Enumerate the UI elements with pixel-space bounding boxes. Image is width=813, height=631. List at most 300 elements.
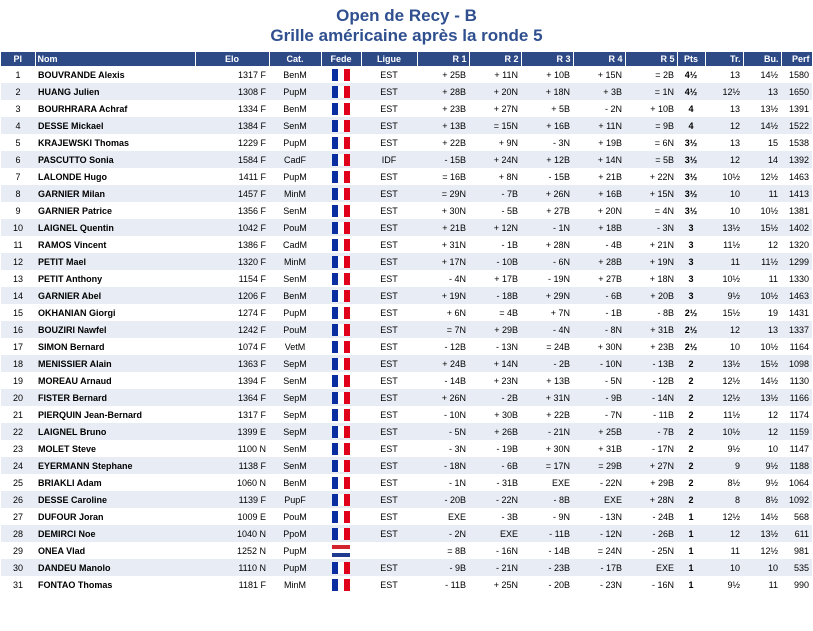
cell-round-4: + 28B <box>573 253 625 270</box>
cell-round-1: - 1N <box>417 474 469 491</box>
cell-pl: 16 <box>1 321 35 338</box>
cell-points: 3½ <box>677 168 705 185</box>
cell-ligue: EST <box>361 423 417 440</box>
cell-elo: 1308 F <box>195 83 269 100</box>
cell-bu: 13 <box>743 321 781 338</box>
cell-elo: 1384 F <box>195 117 269 134</box>
cell-ligue: EST <box>361 83 417 100</box>
col-header-elo[interactable]: Elo <box>195 52 269 66</box>
cell-pl: 29 <box>1 542 35 559</box>
cell-bu: 13½ <box>743 525 781 542</box>
table-row[interactable] <box>1 372 812 389</box>
cell-round-3: - 6N <box>521 253 573 270</box>
cell-round-3: + 22B <box>521 406 573 423</box>
cell-tr: 10 <box>705 338 743 355</box>
cell-round-1: + 30N <box>417 202 469 219</box>
table-row[interactable] <box>1 100 812 117</box>
cell-round-1: - 20B <box>417 491 469 508</box>
cell-round-5: + 28N <box>625 491 677 508</box>
cell-round-4: - 10N <box>573 355 625 372</box>
cell-category: BenM <box>269 474 321 491</box>
cell-round-2: - 1B <box>469 236 521 253</box>
cell-round-5: - 11B <box>625 406 677 423</box>
france-flag-icon <box>332 120 350 132</box>
col-header-pts[interactable]: Pts <box>677 52 705 66</box>
cell-round-5: + 21N <box>625 236 677 253</box>
cell-player-name: FONTAO Thomas <box>35 576 195 593</box>
cell-player-name: GARNIER Milan <box>35 185 195 202</box>
cell-round-2: + 24N <box>469 151 521 168</box>
cell-round-4: + 11N <box>573 117 625 134</box>
cell-elo: 1060 N <box>195 474 269 491</box>
col-header-perf[interactable]: Perf <box>781 52 812 66</box>
table-row[interactable] <box>1 389 812 406</box>
cell-player-name: OKHANIAN Giorgi <box>35 304 195 321</box>
cell-pl: 8 <box>1 185 35 202</box>
cell-round-4: - 22N <box>573 474 625 491</box>
cell-pl: 28 <box>1 525 35 542</box>
table-row[interactable] <box>1 423 812 440</box>
cell-round-3: + 7N <box>521 304 573 321</box>
cell-elo: 1411 F <box>195 168 269 185</box>
france-flag-icon <box>332 392 350 404</box>
cell-player-name: DEMIRCI Noe <box>35 525 195 542</box>
cell-tr: 12 <box>705 151 743 168</box>
cell-category: SenM <box>269 440 321 457</box>
cell-round-2: + 20N <box>469 83 521 100</box>
cell-category: PupF <box>269 491 321 508</box>
cell-round-2: + 27N <box>469 100 521 117</box>
cell-points: 3½ <box>677 202 705 219</box>
cell-ligue: EST <box>361 304 417 321</box>
cell-category: BenM <box>269 66 321 83</box>
cell-category: PupM <box>269 542 321 559</box>
cell-perf: 1064 <box>781 474 812 491</box>
cell-round-3: - 21N <box>521 423 573 440</box>
cell-round-1: + 21B <box>417 219 469 236</box>
cell-round-2: - 6B <box>469 457 521 474</box>
france-flag-icon <box>332 273 350 285</box>
cell-round-1: = 7N <box>417 321 469 338</box>
cell-tr: 10½ <box>705 168 743 185</box>
cell-round-3: + 30N <box>521 440 573 457</box>
col-header-r1[interactable]: R 1 <box>417 52 469 66</box>
col-header-tr[interactable]: Tr. <box>705 52 743 66</box>
cell-round-3: - 11B <box>521 525 573 542</box>
france-flag-icon <box>332 460 350 472</box>
cell-bu: 11 <box>743 185 781 202</box>
cell-player-name: PETIT Anthony <box>35 270 195 287</box>
cell-player-name: RAMOS Vincent <box>35 236 195 253</box>
cell-tr: 9½ <box>705 287 743 304</box>
cell-pl: 10 <box>1 219 35 236</box>
cell-round-2: - 16N <box>469 542 521 559</box>
cell-elo: 1363 F <box>195 355 269 372</box>
cell-player-name: GARNIER Patrice <box>35 202 195 219</box>
cell-round-3: + 26N <box>521 185 573 202</box>
cell-fede <box>321 185 361 202</box>
cell-round-5: - 26B <box>625 525 677 542</box>
page-title: Open de Recy - B <box>336 6 477 25</box>
cell-round-4: + 20N <box>573 202 625 219</box>
table-row[interactable] <box>1 304 812 321</box>
col-header-cat[interactable]: Cat. <box>269 52 321 66</box>
cell-pl: 25 <box>1 474 35 491</box>
cell-category: SepM <box>269 406 321 423</box>
cell-tr: 9½ <box>705 576 743 593</box>
table-row[interactable] <box>1 474 812 491</box>
cell-round-5: EXE <box>625 559 677 576</box>
cell-points: 1 <box>677 576 705 593</box>
france-flag-icon <box>332 188 350 200</box>
table-row[interactable] <box>1 321 812 338</box>
cell-player-name: LAIGNEL Bruno <box>35 423 195 440</box>
table-row[interactable] <box>1 338 812 355</box>
cell-ligue: EST <box>361 440 417 457</box>
cell-elo: 1074 F <box>195 338 269 355</box>
cell-round-1: EXE <box>417 508 469 525</box>
cell-elo: 1386 F <box>195 236 269 253</box>
cell-points: 2 <box>677 474 705 491</box>
cell-points: 3½ <box>677 185 705 202</box>
cell-bu: 19 <box>743 304 781 321</box>
cell-ligue: IDF <box>361 151 417 168</box>
col-header-nom[interactable]: Nom <box>35 52 195 66</box>
table-row[interactable] <box>1 185 812 202</box>
table-row[interactable] <box>1 66 812 83</box>
cell-category: PouM <box>269 219 321 236</box>
cell-points: 3½ <box>677 134 705 151</box>
cell-round-3: - 9N <box>521 508 573 525</box>
table-row[interactable] <box>1 355 812 372</box>
cell-player-name: MENISSIER Alain <box>35 355 195 372</box>
col-header-r5[interactable]: R 5 <box>625 52 677 66</box>
cell-category: PupM <box>269 168 321 185</box>
cell-round-1: - 5N <box>417 423 469 440</box>
table-row[interactable] <box>1 525 812 542</box>
cell-round-3: + 29N <box>521 287 573 304</box>
cell-round-3: - 23B <box>521 559 573 576</box>
table-row[interactable] <box>1 168 812 185</box>
cell-player-name: SIMON Bernard <box>35 338 195 355</box>
cell-bu: 15½ <box>743 355 781 372</box>
cell-pl: 1 <box>1 66 35 83</box>
cell-round-2: - 7B <box>469 185 521 202</box>
cell-round-4: - 13N <box>573 508 625 525</box>
cell-bu: 12 <box>743 406 781 423</box>
cell-round-1: - 9B <box>417 559 469 576</box>
cell-round-5: - 14N <box>625 389 677 406</box>
table-row[interactable] <box>1 287 812 304</box>
table-row[interactable] <box>1 151 812 168</box>
table-row[interactable] <box>1 236 812 253</box>
col-header-r4[interactable]: R 4 <box>573 52 625 66</box>
cell-elo: 1584 F <box>195 151 269 168</box>
cell-bu: 13 <box>743 83 781 100</box>
cell-round-1: - 3N <box>417 440 469 457</box>
cell-bu: 14 <box>743 151 781 168</box>
cell-category: SepM <box>269 389 321 406</box>
france-flag-icon <box>332 443 350 455</box>
table-row[interactable] <box>1 491 812 508</box>
cell-round-2: - 2B <box>469 389 521 406</box>
table-row[interactable] <box>1 253 812 270</box>
cell-elo: 1229 F <box>195 134 269 151</box>
cell-round-5: - 16N <box>625 576 677 593</box>
cell-tr: 10½ <box>705 423 743 440</box>
cell-ligue: EST <box>361 389 417 406</box>
cell-points: 2 <box>677 389 705 406</box>
cell-round-2: - 19B <box>469 440 521 457</box>
cell-ligue: EST <box>361 236 417 253</box>
cell-fede <box>321 406 361 423</box>
cell-pl: 24 <box>1 457 35 474</box>
col-header-fede[interactable]: Fede <box>321 52 361 66</box>
cell-round-4: + 3B <box>573 83 625 100</box>
cell-round-3: - 4N <box>521 321 573 338</box>
cell-tr: 10 <box>705 202 743 219</box>
cell-elo: 1364 F <box>195 389 269 406</box>
cell-points: 1 <box>677 542 705 559</box>
cell-bu: 10 <box>743 559 781 576</box>
table-row[interactable] <box>1 440 812 457</box>
cell-fede <box>321 236 361 253</box>
cell-round-5: + 19N <box>625 253 677 270</box>
cell-perf: 1188 <box>781 457 812 474</box>
cell-bu: 12½ <box>743 168 781 185</box>
cell-round-5: = 4N <box>625 202 677 219</box>
cell-round-1: - 4N <box>417 270 469 287</box>
cell-elo: 1110 N <box>195 559 269 576</box>
cell-tr: 11 <box>705 542 743 559</box>
table-row[interactable] <box>1 508 812 525</box>
cell-round-3: + 18N <box>521 83 573 100</box>
cell-round-3: = 17N <box>521 457 573 474</box>
cell-round-2: - 10B <box>469 253 521 270</box>
cell-points: 2 <box>677 491 705 508</box>
cell-round-1: = 8B <box>417 542 469 559</box>
cell-round-1: + 13B <box>417 117 469 134</box>
cell-round-5: + 29B <box>625 474 677 491</box>
table-row[interactable] <box>1 83 812 100</box>
cell-bu: 9½ <box>743 474 781 491</box>
cell-pl: 9 <box>1 202 35 219</box>
cell-round-5: - 12B <box>625 372 677 389</box>
cell-fede <box>321 542 361 559</box>
table-row[interactable] <box>1 559 812 576</box>
cell-pl: 6 <box>1 151 35 168</box>
cell-category: MinM <box>269 576 321 593</box>
cell-elo: 1139 F <box>195 491 269 508</box>
table-row[interactable] <box>1 202 812 219</box>
cell-perf: 535 <box>781 559 812 576</box>
cell-fede <box>321 287 361 304</box>
cell-fede <box>321 151 361 168</box>
cell-player-name: DESSE Mickael <box>35 117 195 134</box>
cell-pl: 20 <box>1 389 35 406</box>
cell-round-4: + 21B <box>573 168 625 185</box>
cell-round-2: + 17B <box>469 270 521 287</box>
cell-perf: 1650 <box>781 83 812 100</box>
cell-bu: 14½ <box>743 66 781 83</box>
cell-pl: 22 <box>1 423 35 440</box>
cell-elo: 1317 F <box>195 66 269 83</box>
cell-round-4: - 17B <box>573 559 625 576</box>
cell-bu: 10½ <box>743 202 781 219</box>
cell-category: PupM <box>269 134 321 151</box>
cell-fede <box>321 423 361 440</box>
cell-ligue: EST <box>361 457 417 474</box>
col-header-bu[interactable]: Bu. <box>743 52 781 66</box>
cell-tr: 12 <box>705 321 743 338</box>
cell-round-3: + 28N <box>521 236 573 253</box>
table-row[interactable] <box>1 270 812 287</box>
cell-round-3: - 8B <box>521 491 573 508</box>
cell-ligue: EST <box>361 185 417 202</box>
cell-fede <box>321 491 361 508</box>
france-flag-icon <box>332 69 350 81</box>
cell-round-1: + 6N <box>417 304 469 321</box>
table-row[interactable] <box>1 117 812 134</box>
cell-round-2: EXE <box>469 525 521 542</box>
cell-round-4: + 25B <box>573 423 625 440</box>
cell-elo: 1399 E <box>195 423 269 440</box>
cell-round-2: + 30B <box>469 406 521 423</box>
cell-elo: 1317 F <box>195 406 269 423</box>
cell-tr: 13½ <box>705 355 743 372</box>
cell-round-3: + 12B <box>521 151 573 168</box>
cell-fede <box>321 253 361 270</box>
cell-perf: 1381 <box>781 202 812 219</box>
cell-round-5: - 8B <box>625 304 677 321</box>
cell-round-1: = 16B <box>417 168 469 185</box>
cell-elo: 1206 F <box>195 287 269 304</box>
cell-round-2: + 29B <box>469 321 521 338</box>
cell-round-1: + 31N <box>417 236 469 253</box>
cell-round-1: + 22B <box>417 134 469 151</box>
table-row[interactable] <box>1 406 812 423</box>
cell-points: 2½ <box>677 338 705 355</box>
cell-round-4: + 15N <box>573 66 625 83</box>
cell-elo: 1356 F <box>195 202 269 219</box>
cell-round-4: - 5N <box>573 372 625 389</box>
col-header-ligue[interactable]: Ligue <box>361 52 417 66</box>
cell-player-name: LALONDE Hugo <box>35 168 195 185</box>
cell-perf: 1413 <box>781 185 812 202</box>
france-flag-icon <box>332 222 350 234</box>
cell-category: PouM <box>269 321 321 338</box>
table-row[interactable] <box>1 576 812 593</box>
cell-tr: 12½ <box>705 508 743 525</box>
cell-fede <box>321 440 361 457</box>
cell-ligue: EST <box>361 474 417 491</box>
cell-player-name: BOURHRARA Achraf <box>35 100 195 117</box>
cell-round-5: + 18N <box>625 270 677 287</box>
cell-perf: 1174 <box>781 406 812 423</box>
table-row[interactable] <box>1 457 812 474</box>
cell-round-1: - 11B <box>417 576 469 593</box>
cell-fede <box>321 457 361 474</box>
cell-points: 4 <box>677 100 705 117</box>
cell-round-2: = 15N <box>469 117 521 134</box>
cell-elo: 1320 F <box>195 253 269 270</box>
table-row[interactable] <box>1 219 812 236</box>
cell-pl: 27 <box>1 508 35 525</box>
cell-round-1: + 19N <box>417 287 469 304</box>
cell-perf: 1098 <box>781 355 812 372</box>
cell-round-3: + 10B <box>521 66 573 83</box>
cell-tr: 13 <box>705 66 743 83</box>
cell-points: 2 <box>677 423 705 440</box>
cell-round-4: = 29B <box>573 457 625 474</box>
cell-points: 4½ <box>677 83 705 100</box>
cell-round-1: - 14B <box>417 372 469 389</box>
cell-round-1: - 12B <box>417 338 469 355</box>
cell-fede <box>321 576 361 593</box>
france-flag-icon <box>332 324 350 336</box>
cell-category: PupM <box>269 83 321 100</box>
col-header-r2[interactable]: R 2 <box>469 52 521 66</box>
cell-ligue: EST <box>361 372 417 389</box>
col-header-pl[interactable]: Pl <box>1 52 35 66</box>
cell-perf: 568 <box>781 508 812 525</box>
cell-category: SepM <box>269 355 321 372</box>
cell-round-4: + 16B <box>573 185 625 202</box>
cell-player-name: FISTER Bernard <box>35 389 195 406</box>
table-row[interactable] <box>1 134 812 151</box>
cell-pl: 14 <box>1 287 35 304</box>
cell-round-3: + 5B <box>521 100 573 117</box>
cell-round-5: + 31B <box>625 321 677 338</box>
cell-perf: 981 <box>781 542 812 559</box>
cell-category: CadM <box>269 236 321 253</box>
france-flag-icon <box>332 154 350 166</box>
cell-points: 3 <box>677 270 705 287</box>
cell-points: 3 <box>677 236 705 253</box>
cell-tr: 12½ <box>705 372 743 389</box>
cell-round-4: + 27B <box>573 270 625 287</box>
cell-tr: 15½ <box>705 304 743 321</box>
table-row[interactable] <box>1 542 812 559</box>
cell-pl: 4 <box>1 117 35 134</box>
cell-pl: 2 <box>1 83 35 100</box>
col-header-r3[interactable]: R 3 <box>521 52 573 66</box>
cell-bu: 12 <box>743 423 781 440</box>
cell-round-5: + 10B <box>625 100 677 117</box>
france-flag-icon <box>332 409 350 421</box>
cell-ligue: EST <box>361 219 417 236</box>
cell-ligue: EST <box>361 525 417 542</box>
cell-category: BenM <box>269 100 321 117</box>
cell-round-2: + 11N <box>469 66 521 83</box>
cell-round-1: + 25B <box>417 66 469 83</box>
cell-bu: 14½ <box>743 117 781 134</box>
cell-points: 2 <box>677 372 705 389</box>
cell-round-2: = 4B <box>469 304 521 321</box>
cell-round-2: - 31B <box>469 474 521 491</box>
cell-tr: 10½ <box>705 270 743 287</box>
cell-round-5: - 25N <box>625 542 677 559</box>
cell-category: SepM <box>269 423 321 440</box>
cell-points: 3 <box>677 219 705 236</box>
cell-elo: 1274 F <box>195 304 269 321</box>
cell-player-name: BRIAKLI Adam <box>35 474 195 491</box>
cell-category: SenM <box>269 117 321 134</box>
cell-bu: 11 <box>743 270 781 287</box>
france-flag-icon <box>332 307 350 319</box>
cell-player-name: BOUZIRI Nawfel <box>35 321 195 338</box>
cell-points: 1 <box>677 559 705 576</box>
